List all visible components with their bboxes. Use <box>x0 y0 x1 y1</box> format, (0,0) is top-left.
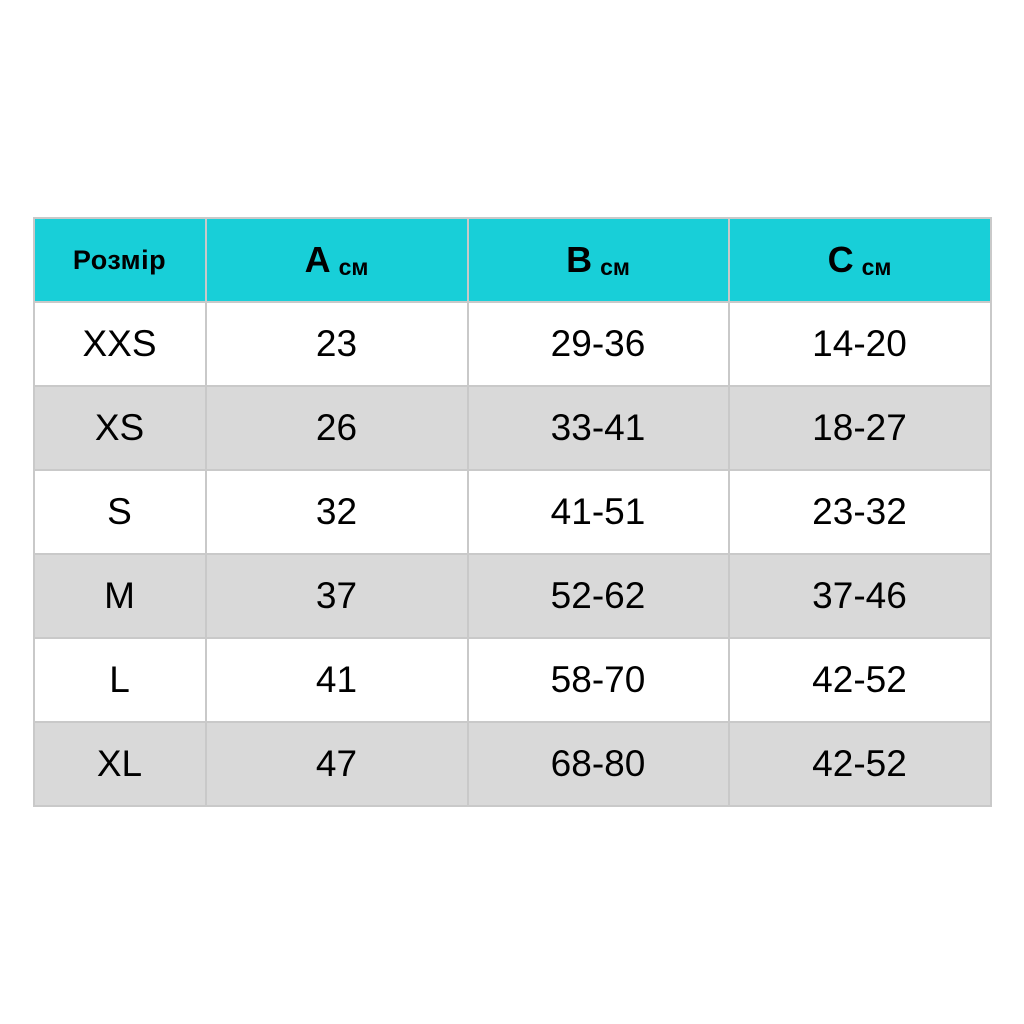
cell-c: 14-20 <box>729 302 991 386</box>
size-chart-table <box>33 217 992 807</box>
table-row <box>34 302 991 386</box>
header-row <box>34 218 991 302</box>
cell-a: 47 <box>206 722 468 806</box>
cell-a: 26 <box>206 386 468 470</box>
table-body <box>34 302 991 806</box>
cell-c: 37-46 <box>729 554 991 638</box>
cell-b: 58-70 <box>468 638 729 722</box>
cell-a: 41 <box>206 638 468 722</box>
column-header-c-unit: см <box>861 254 892 280</box>
table-row <box>34 554 991 638</box>
cell-size: M <box>34 554 206 638</box>
column-header-b-unit: см <box>600 254 630 280</box>
cell-c: 42-52 <box>729 638 991 722</box>
table-header <box>34 218 991 302</box>
cell-b: 52-62 <box>468 554 729 638</box>
cell-c: 42-52 <box>729 722 991 806</box>
cell-b: 68-80 <box>468 722 729 806</box>
cell-b: 33-41 <box>468 386 729 470</box>
cell-a: 32 <box>206 470 468 554</box>
cell-a: 23 <box>206 302 468 386</box>
cell-b: 29-36 <box>468 302 729 386</box>
column-header-c <box>729 218 991 302</box>
cell-size: XL <box>34 722 206 806</box>
column-header-b-letter: B <box>566 239 594 280</box>
cell-size: S <box>34 470 206 554</box>
cell-c: 18-27 <box>729 386 991 470</box>
column-header-size: Розмір <box>34 218 206 302</box>
cell-b: 41-51 <box>468 470 729 554</box>
column-header-a-unit: см <box>338 254 369 280</box>
cell-c: 23-32 <box>729 470 991 554</box>
column-header-a-letter: A <box>304 239 332 280</box>
table-row <box>34 470 991 554</box>
column-header-b <box>468 218 729 302</box>
column-header-c-letter: C <box>827 239 855 280</box>
cell-size: XS <box>34 386 206 470</box>
table-row <box>34 638 991 722</box>
cell-size: L <box>34 638 206 722</box>
table-row <box>34 722 991 806</box>
column-header-a <box>206 218 468 302</box>
cell-size: XXS <box>34 302 206 386</box>
cell-a: 37 <box>206 554 468 638</box>
table-row <box>34 386 991 470</box>
